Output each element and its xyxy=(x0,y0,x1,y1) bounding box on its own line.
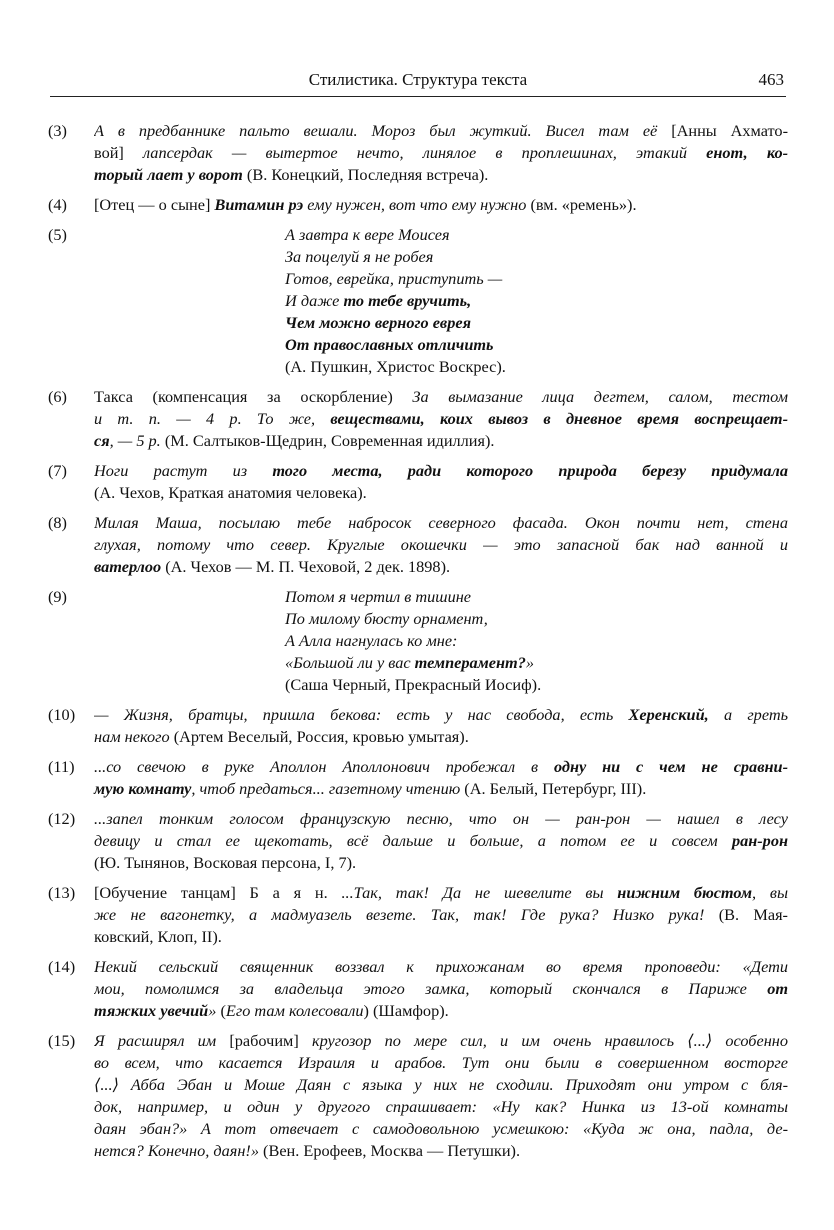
example-item xyxy=(48,460,788,504)
example-text xyxy=(94,120,788,186)
poem-line xyxy=(285,586,788,608)
example-text xyxy=(94,586,788,696)
plain-text: Такса (компенсация за оскорбление) xyxy=(94,387,413,406)
poem-line xyxy=(285,652,788,674)
emphasized-text: нижним бюстом xyxy=(617,883,753,902)
running-header xyxy=(50,68,786,97)
text-line xyxy=(94,556,788,578)
poem-line xyxy=(285,674,788,696)
plain-text: (А. Чехов, Краткая анатомия человека). xyxy=(94,483,367,502)
emphasized-text: мую комнату xyxy=(94,779,192,798)
example-number: (14) xyxy=(48,957,76,976)
emphasized-text: ся xyxy=(94,431,110,450)
emphasized-text: торый лает у ворот xyxy=(94,165,243,184)
example-item xyxy=(48,704,788,748)
example-text xyxy=(94,460,788,504)
example-item xyxy=(48,224,788,378)
plain-text: (Вен. Ерофеев, Москва — Петушки). xyxy=(258,1141,521,1160)
plain-text: (Артем Веселый, Россия, кровью умытая). xyxy=(169,727,469,746)
quoted-text: ...со свечою в руке Аполлон Аполлонович пробежал в xyxy=(94,757,554,776)
quoted-text: Я расширял им xyxy=(94,1031,230,1050)
poem-line xyxy=(285,630,788,652)
quoted-text: Милая Маша, посылаю тебе набросок северного фасада. Окон почти нет, стена xyxy=(94,513,788,532)
plain-text: (В. Мая- xyxy=(704,905,788,924)
example-number: (10) xyxy=(48,705,76,724)
text-line xyxy=(94,926,788,948)
text-line xyxy=(94,1118,788,1140)
plain-text: ) (Шамфор). xyxy=(363,1001,449,1020)
emphasized-text: того места, ради которого природа березу придумала xyxy=(272,461,788,480)
text-line xyxy=(94,460,788,482)
examples-list xyxy=(48,120,788,1170)
example-text xyxy=(94,808,788,874)
quoted-text: Его там колесовали xyxy=(225,1001,364,1020)
text-line xyxy=(94,1000,788,1022)
poem-line xyxy=(285,312,788,334)
example-text xyxy=(94,956,788,1022)
poem-line xyxy=(285,246,788,268)
text-line xyxy=(94,482,788,504)
plain-text: вой] xyxy=(94,143,143,162)
example-text xyxy=(94,1030,788,1162)
example-item xyxy=(48,586,788,696)
quoted-text: кругозор по мере сил, и им очень нравилось ⟨...⟩ особенно xyxy=(311,1031,788,1050)
quoted-text: А завтра к вере Моисея xyxy=(285,225,450,244)
plain-text: [Анны Ахмато- xyxy=(671,121,788,140)
quoted-text: и т. п. — 4 р. То же, xyxy=(94,409,331,428)
text-line xyxy=(94,808,788,830)
example-number: (9) xyxy=(48,587,67,606)
text-line xyxy=(94,978,788,1000)
text-line xyxy=(94,852,788,874)
example-item xyxy=(48,194,788,216)
poem-line xyxy=(285,268,788,290)
plain-text: (М. Салтыков-Щедрин, Современная идиллия). xyxy=(160,431,495,450)
quoted-text: а греть xyxy=(708,705,788,724)
quoted-text: Некий сельский священник воззвал к прихожанам во время проповеди: «Дети xyxy=(94,957,788,976)
text-line xyxy=(94,120,788,142)
example-item xyxy=(48,120,788,186)
page-number: 463 xyxy=(758,70,784,89)
quoted-text: даян эбан?» А тот отвечает с самодовольною усмешкою: «Куда ж она, падла, де- xyxy=(94,1119,788,1138)
quoted-text: ...Так, так! Да не шевелите вы xyxy=(341,883,618,902)
quoted-text: ему нужен, вот что ему нужно xyxy=(303,195,527,214)
quoted-text: — Жизня, братцы, пришла бекова: есть у нас свобода, есть xyxy=(94,705,629,724)
quoted-text: За вымазание лица дегтем, салом, тестом xyxy=(412,387,788,406)
emphasized-text: енот, ко- xyxy=(706,143,788,162)
emphasized-text: От православных отличить xyxy=(285,335,494,354)
poem-line xyxy=(285,608,788,630)
text-line xyxy=(94,142,788,164)
emphasized-text: одну ни с чем не сравни- xyxy=(553,757,788,776)
example-text xyxy=(94,224,788,378)
poem-line xyxy=(285,356,788,378)
text-line xyxy=(94,704,788,726)
emphasized-text: Херенский, xyxy=(628,705,709,724)
text-line xyxy=(94,882,788,904)
plain-text: (вм. «ремень»). xyxy=(526,195,637,214)
example-number: (7) xyxy=(48,461,67,480)
example-number: (8) xyxy=(48,513,67,532)
text-line xyxy=(94,1096,788,1118)
example-item xyxy=(48,1030,788,1162)
example-item xyxy=(48,386,788,452)
plain-text: (В. Конецкий, Последняя встреча). xyxy=(242,165,489,184)
example-text xyxy=(94,756,788,800)
example-text xyxy=(94,194,788,216)
example-item xyxy=(48,808,788,874)
quoted-text: во всем, что касается Израиля и арабов. Тут они были в совершенном восторге xyxy=(94,1053,788,1072)
text-line xyxy=(94,194,788,216)
quoted-text: нется? Конечно, даян!» xyxy=(94,1141,259,1160)
quoted-text: ...запел тонким голосом французскую песню, что он — ран-рон — нашел в лесу xyxy=(94,809,788,828)
plain-text: ( xyxy=(216,1001,226,1020)
example-number: (4) xyxy=(48,195,67,214)
example-item xyxy=(48,756,788,800)
emphasized-text: то тебе вручить, xyxy=(343,291,472,310)
example-number: (5) xyxy=(48,225,67,244)
plain-text: ковский, Клоп, II). xyxy=(94,927,222,946)
quoted-text: По милому бюсту орнамент, xyxy=(285,609,488,628)
text-line xyxy=(94,512,788,534)
plain-text: (Саша Черный, Прекрасный Иосиф). xyxy=(285,675,542,694)
quoted-text: , — 5 р. xyxy=(109,431,161,450)
text-line xyxy=(94,1030,788,1052)
quoted-text: док, например, и один у другого спрашивает: «Ну как? Нинка из 13-ой комнаты xyxy=(94,1097,788,1116)
emphasized-text: темперамент? xyxy=(414,653,526,672)
text-line xyxy=(94,830,788,852)
plain-text: (Ю. Тынянов, Восковая персона, I, 7). xyxy=(94,853,357,872)
quoted-text: «Большой ли у вас xyxy=(285,653,415,672)
quoted-text: глухая, потому что север. Круглые окошечки — это запасной бак над ванной и xyxy=(94,535,788,554)
text-line xyxy=(94,164,788,186)
quoted-text: ⟨...⟩ Абба Эбан и Моше Даян с языка у них не сходили. Приходят они утром с бля- xyxy=(94,1075,788,1094)
example-item xyxy=(48,956,788,1022)
text-line xyxy=(94,956,788,978)
quoted-text: » xyxy=(525,653,534,672)
emphasized-text: веществами, коих вывоз в дневное время воспрещает- xyxy=(330,409,788,428)
text-line xyxy=(94,904,788,926)
plain-text: (А. Пушкин, Христос Воскрес). xyxy=(285,357,506,376)
quoted-text: нам некого xyxy=(94,727,170,746)
example-number: (6) xyxy=(48,387,67,406)
text-line xyxy=(94,534,788,556)
emphasized-text: Чем можно верного еврея xyxy=(285,313,471,332)
example-number: (15) xyxy=(48,1031,76,1050)
emphasized-text: тяжких увечий xyxy=(94,1001,209,1020)
quoted-text: А Алла нагнулась ко мне: xyxy=(285,631,458,650)
text-line xyxy=(94,756,788,778)
quoted-text: » xyxy=(208,1001,217,1020)
quoted-text: Готов, еврейка, приступить — xyxy=(285,269,503,288)
example-number: (12) xyxy=(48,809,76,828)
example-number: (3) xyxy=(48,121,67,140)
example-number: (13) xyxy=(48,883,76,902)
emphasized-text: от xyxy=(767,979,788,998)
quoted-text: Ноги растут из xyxy=(94,461,273,480)
example-item xyxy=(48,512,788,578)
emphasized-text: ватерлоо xyxy=(94,557,162,576)
quoted-text: За поцелуй я не робея xyxy=(285,247,434,266)
text-line xyxy=(94,1074,788,1096)
text-line xyxy=(94,1140,788,1162)
quoted-text: , чтоб предаться... газетному чтению xyxy=(191,779,461,798)
text-line xyxy=(94,386,788,408)
emphasized-text: Витамин рэ xyxy=(214,195,304,214)
quoted-text: же не вагонетку, а мадмуазель везете. Так, так! Где рука? Низко рука! xyxy=(94,905,705,924)
quoted-text: девицу и стал ее щекотать, всё дальше и больше, а потом ее и совсем xyxy=(94,831,732,850)
quoted-text: мои, помолимся за владельца этого замка, который скончался в Париже xyxy=(94,979,768,998)
text-line xyxy=(94,726,788,748)
text-line xyxy=(94,778,788,800)
emphasized-text: ран-рон xyxy=(731,831,788,850)
example-text xyxy=(94,512,788,578)
quoted-text: А в предбаннике пальто вешали. Мороз был жуткий. Висел там её xyxy=(94,121,672,140)
plain-text: (А. Чехов — М. П. Чеховой, 2 дек. 1898). xyxy=(161,557,451,576)
plain-text: (А. Белый, Петербург, III). xyxy=(460,779,647,798)
quoted-text: лапсердак — вытертое нечто, линялое в проплешинах, этакий xyxy=(143,143,707,162)
example-number: (11) xyxy=(48,757,75,776)
example-text xyxy=(94,386,788,452)
poem-line xyxy=(285,290,788,312)
plain-text: [рабочим] xyxy=(229,1031,312,1050)
text-line xyxy=(94,1052,788,1074)
plain-text: [Обучение танцам] Б а я н. xyxy=(94,883,342,902)
example-text xyxy=(94,704,788,748)
example-text xyxy=(94,882,788,948)
poem-line xyxy=(285,224,788,246)
quoted-text: , вы xyxy=(752,883,788,902)
quoted-text: Потом я чертил в тишине xyxy=(285,587,472,606)
text-line xyxy=(94,408,788,430)
quoted-text: И даже xyxy=(285,291,344,310)
text-line xyxy=(94,430,788,452)
plain-text: [Отец — о сыне] xyxy=(94,195,215,214)
example-item xyxy=(48,882,788,948)
poem-line xyxy=(285,334,788,356)
running-header-title: Стилистика. Структура текста xyxy=(308,70,528,89)
